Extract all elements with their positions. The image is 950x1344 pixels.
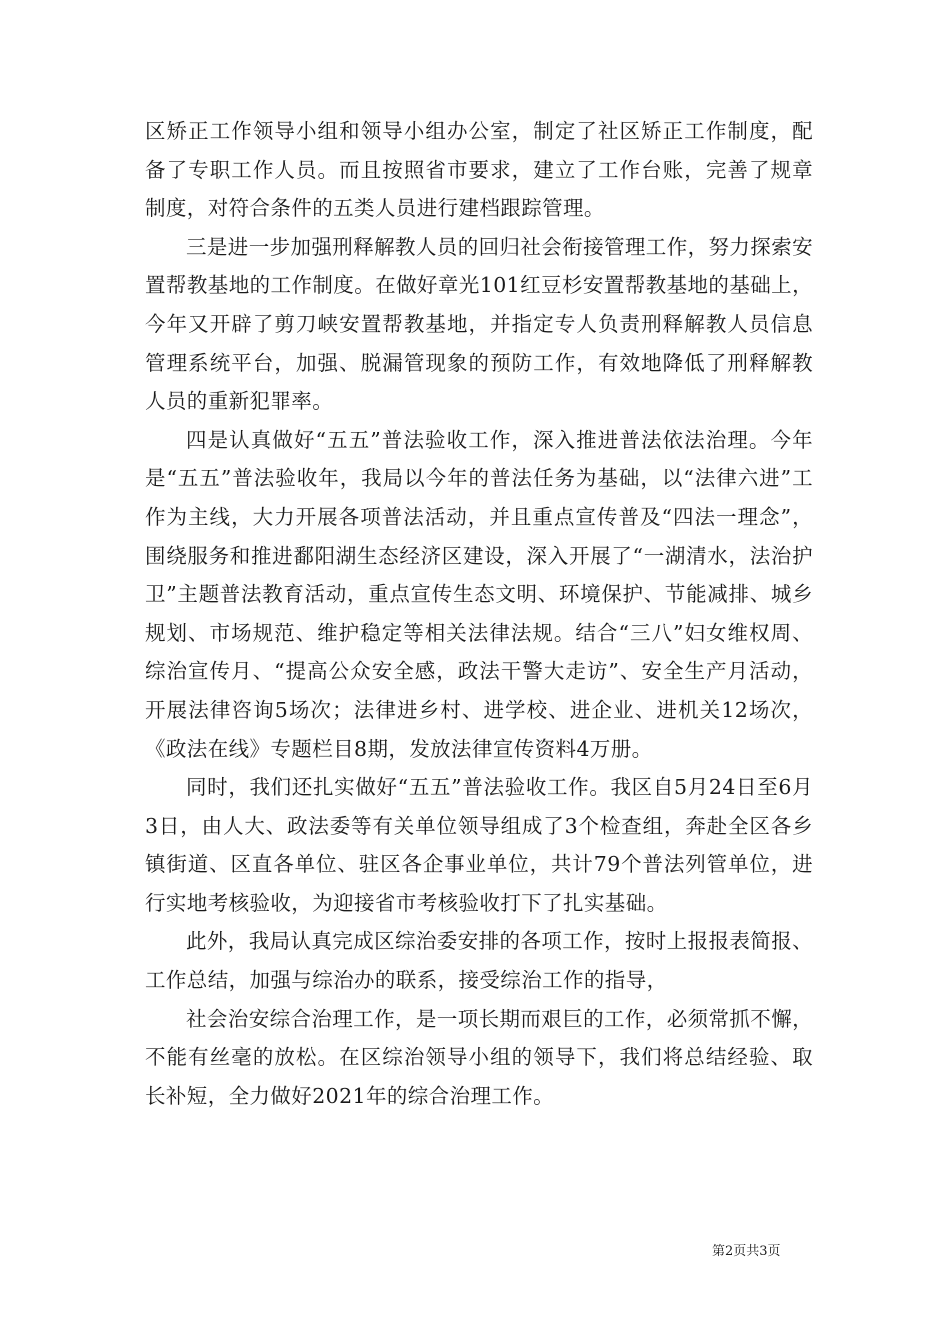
paragraph-4: 同时，我们还扎实做好“五五”普法验收工作。我区自5月24日至6月3日，由人大、政法委等有关单位领导组成了3个检查组，奔赴全区各乡镇街道、区直各单位、驻区各企事业单位，共计79个普法列管单位，进行实地考核验收，为迎接省市考核验收打下了扎实基础。 — [145, 775, 813, 915]
paragraph-5: 此外，我局认真完成区综治委安排的各项工作，按时上报报表简报、工作总结，加强与综治办的联系，接受综治工作的指导， — [145, 929, 813, 993]
paragraph-3: 四是认真做好“五五”普法验收工作，深入推进普法依法治理。今年是“五五”普法验收年，我局以今年的普法任务为基础，以“法律六进”工作为主线，大力开展各项普法活动，并且重点宣传普及“四法一理念”，围绕服务和推进鄱阳湖生态经济区建设，深入开展了“一湖清水，法治护卫”主题普法教育活动，重点宣传生态文明、环境保护、节能减排、城乡规划、市场规范、维护稳定等相关法律法规。结合“三八”妇女维权周、综治宣传月、“提高公众安全感，政法干警大走访”、安全生产月活动，开展法律咨询5场次；法律进乡村、进学校、进企业、进机关12场次，《政法在线》专题栏目8期，发放法律宣传资料4万册。 — [145, 427, 813, 761]
paragraph-2: 三是进一步加强刑释解教人员的回归社会衔接管理工作，努力探索安置帮教基地的工作制度。在做好章光101红豆杉安置帮教基地的基础上，今年又开辟了剪刀峡安置帮教基地，并指定专人负责刑释解教人员信息管理系统平台，加强、脱漏管现象的预防工作，有效地降低了刑释解教人员的重新犯罪率。 — [145, 234, 813, 414]
document-body — [145, 112, 813, 1115]
page-number-footer: 第2页共3页 — [712, 1244, 781, 1259]
paragraph-6: 社会治安综合治理工作，是一项长期而艰巨的工作，必须常抓不懈，不能有丝毫的放松。在区综治领导小组的领导下，我们将总结经验、取长补短，全力做好2021年的综合治理工作。 — [145, 1006, 813, 1108]
paragraph-1: 区矫正工作领导小组和领导小组办公室，制定了社区矫正工作制度，配备了专职工作人员。而且按照省市要求，建立了工作台账，完善了规章制度，对符合条件的五类人员进行建档跟踪管理。 — [145, 119, 813, 221]
